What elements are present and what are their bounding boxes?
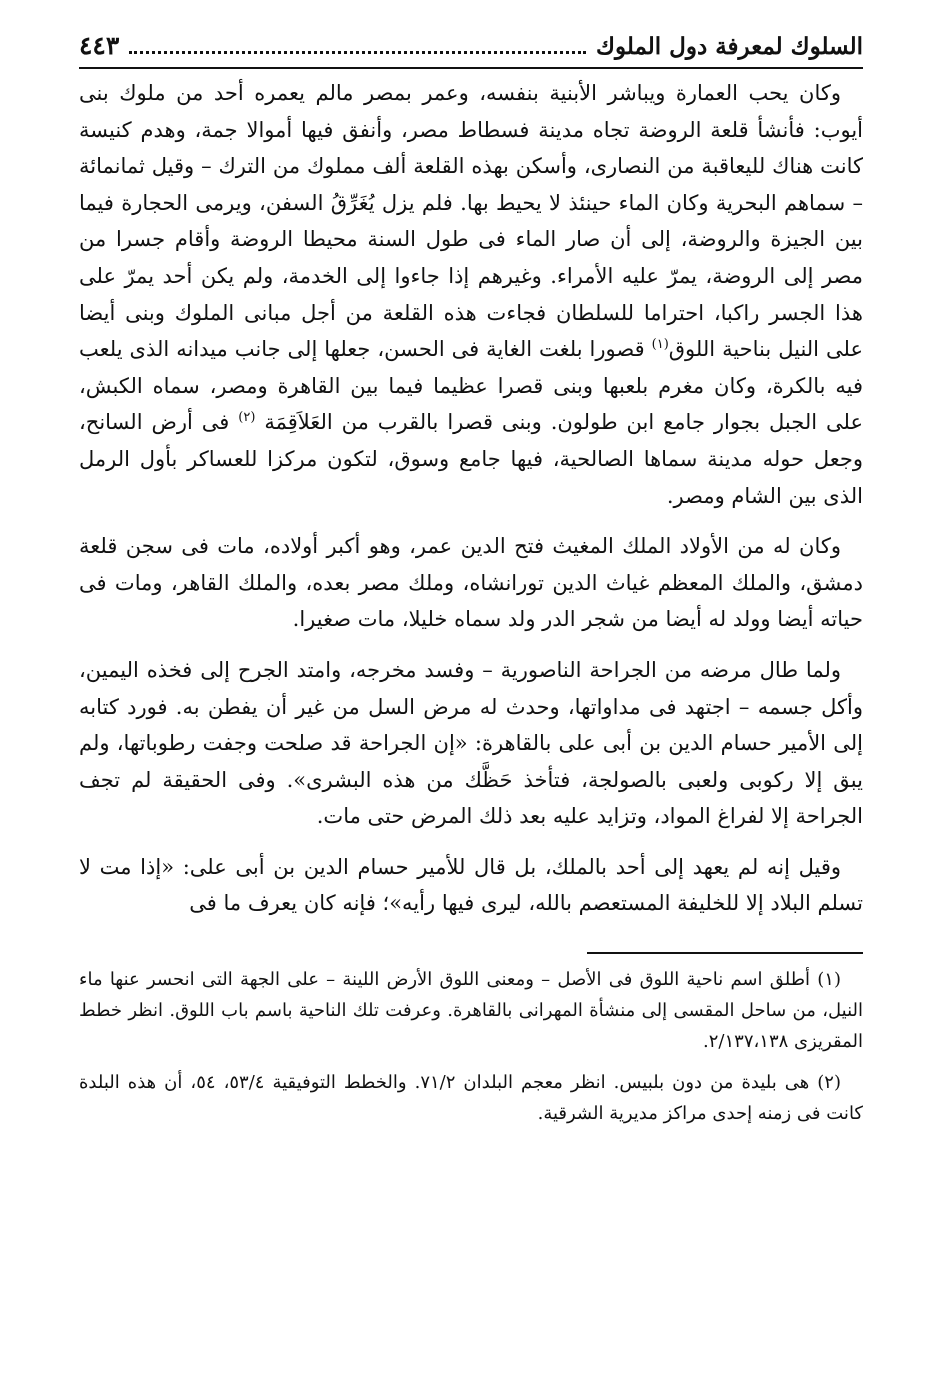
paragraph-text: وكان يحب العمارة ويباشر الأبنية بنفسه، وعمر بمصر مالم يعمره أحد من ملوك بنى أيوب: فأنشأ قلعة الروضة تجاه مدينة فسطاط مصر، وأنفق فيها أموالا جمة، وهدم كنيسة كانت هناك لليعاقبة من النصارى، وأسكن بهذه القلعة ألف مملوك من الترك – وقيل ثمانمائة – سماهم البحرية وكان الماء حينئذ لا يحيط بها. فلم يزل يُغَرِّقُ السفن، ويرمى الحجارة فيما بين الجيزة والروضة، إلى أن صار الماء فى طول السنة محيطا الروضة وأقام جسرا من مصر إلى الروضة، يمرّ عليه الأمراء. وغيرهم إذا جاءوا إلى الخدمة، ولم يكن أحد يمرّ على هذا الجسر راكبا، احتراما للسلطان فجاءت هذه القلعة من أجل مبانى الملوك وبنى أيضا على النيل بناحية اللوق — [79, 81, 863, 362]
paragraph-text: فى أرض السانح، وجعل حوله مدينة سماها الصالحية، فيها جامع وسوق، لتكون مركزا للعساكر بأول الرمل الذى بين الشام ومصر. — [79, 410, 863, 508]
paragraph-text: قصورا بلغت الغاية فى الحسن، جعلها إلى جانب ميدانه الذى يلعب فيه بالكرة، وكان مغرم بلعبها وبنى قصرا عظيما فيما بين القاهرة ومصر، سماه الكبش، على الجبل بجوار جامع ابن طولون. وبنى قصرا بالقرب من العَلاَقِمَة — [79, 337, 863, 435]
footnote: (١) أطلق اسم ناحية اللوق فى الأصل – ومعنى اللوق الأرض اللينة – على الجهة التى انحسر عنها ماء النيل، من ساحل المقسى إلى منشأة المهرانى بالقاهرة. وعرفت تلك الناحية باسم باب اللوق. انظر خطط المقريزى ٢/١٣٧،١٣٨. — [79, 969, 863, 1053]
footnote-reference: (٢) — [238, 410, 256, 426]
book-title: السلوك لمعرفة دول الملوك — [595, 33, 863, 60]
book-page — [79, 28, 863, 1139]
footnote-reference: (١) — [651, 337, 669, 353]
body-paragraph: وقيل إنه لم يعهد إلى أحد بالملك، بل قال للأمير حسام الدين بن أبى على: «إذا مت لا تسلم البلاد إلا للخليفة المستعصم بالله، ليرى فيها رأيه»؛ فإنه كان يعرف ما فى — [79, 854, 863, 916]
leader-dots — [129, 51, 586, 54]
body-paragraph: ولما طال مرضه من الجراحة الناصورية – وفسد مخرجه، وامتد الجرح إلى فخذه اليمين، وأكل جسمه – اجتهد فى مداواتها، وحدث له مرض السل من غير أن يفطن به. فورد كتابه إلى الأمير حسام الدين بن أبى على بالقاهرة: «إن الجراحة قد صلحت وجفت رطوباتها، ولم يبق إلا ركوبى ولعبى بالصولجة، فتأخذ حَظَّك من هذه البشرى». وفى الحقيقة لم تجف الجراحة إلا لفراغ المواد، وتزايد عليه بعد ذلك المرض حتى مات. — [79, 657, 863, 829]
page-number: ٤٤٣ — [79, 31, 120, 60]
footnote: (٢) هى بليدة من دون بلبيس. انظر معجم البلدان ٧١/٢. والخطط التوفيقية ٥٣/٤، ٥٤، أن هذه البلدة كانت فى زمنه إحدى مراكز مديرية الشرقية. — [79, 1072, 863, 1125]
body-paragraph: وكان له من الأولاد الملك المغيث فتح الدين عمر، وهو أكبر أولاده، مات فى سجن قلعة دمشق، والملك المعظم غياث الدين تورانشاه، وملك مصر بعده، والملك القاهر، ومات فى حياته أيضا وولد له أيضا من شجر الدر ولد سماه خليلا، مات صغيرا. — [79, 534, 863, 632]
body-paragraph — [79, 75, 863, 514]
footnote-separator — [587, 952, 863, 954]
running-header — [79, 28, 863, 69]
